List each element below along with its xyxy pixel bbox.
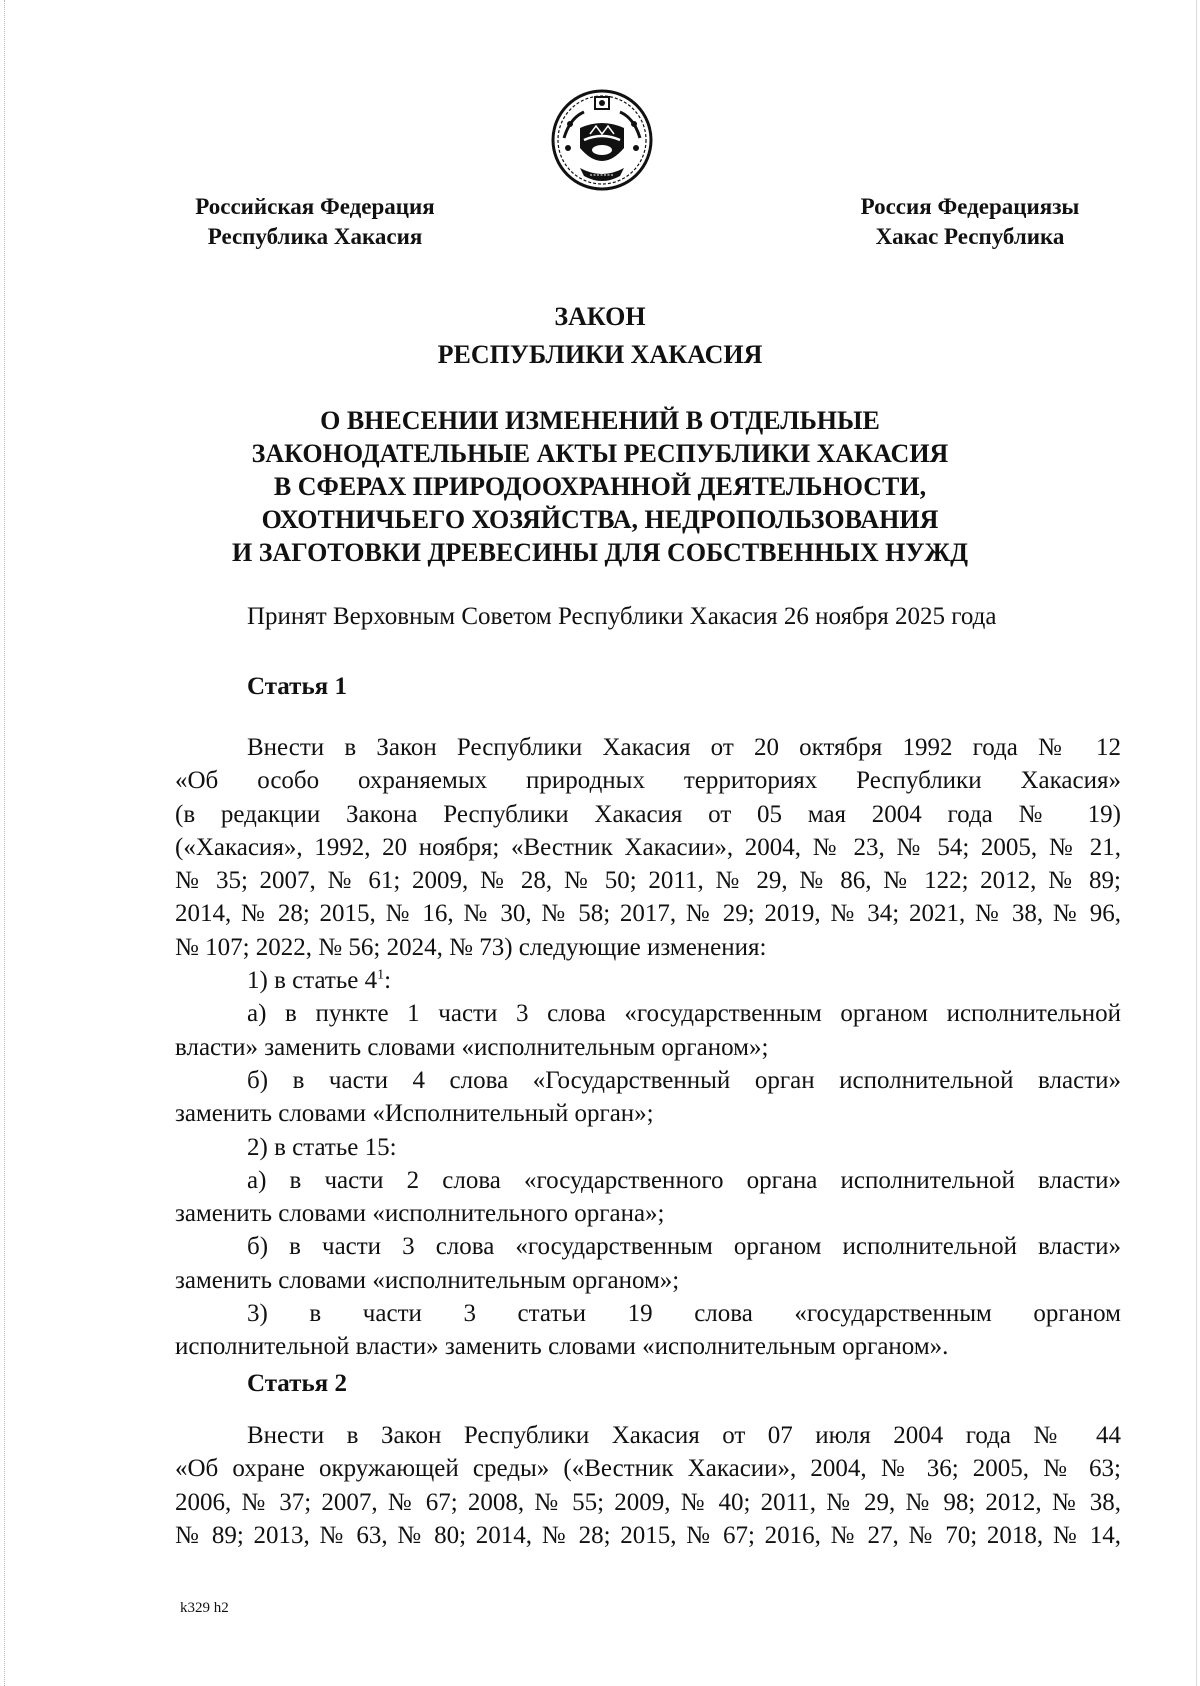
scan-edge-left [4, 0, 5, 1686]
paragraph-line: заменить словами «Исполнительный орган»; [175, 1100, 654, 1128]
paragraph-line: исполнительной власти» заменить словами «исполнительным органом». [175, 1333, 949, 1361]
article-1-body [175, 731, 1121, 1364]
paragraph-line-article-4-1 [175, 964, 1121, 997]
header-right-line2: Хакас Республика [875, 224, 1065, 249]
article-1-heading: Статья 1 [247, 673, 347, 700]
header-right-line1: Россия Федерациязы [860, 194, 1080, 219]
paragraph-line: 2014, № 28; 2015, № 16, № 30, № 58; 2017, № 29; 2019, № 34; 2021, № 38, № 96, [175, 900, 1121, 928]
article-ref-text: 1) в статье 4 [247, 967, 378, 995]
superscript-1: 1 [377, 967, 385, 983]
header-left-line1: Российская Федерация [195, 194, 435, 219]
law-subject-line: ЗАКОНОДАТЕЛЬНЫЕ АКТЫ РЕСПУБЛИКИ ХАКАСИЯ [251, 439, 949, 468]
adoption-statement: Принят Верховным Советом Республики Хакасия 26 ноября 2025 года [247, 603, 997, 630]
law-subject-line: И ЗАГОТОВКИ ДРЕВЕСИНЫ ДЛЯ СОБСТВЕННЫХ НУЖД [231, 538, 969, 567]
paragraph-line: № 107; 2022, № 56; 2024, № 73) следующие изменения: [175, 933, 767, 961]
law-title-line2: РЕСПУБЛИКИ ХАКАСИЯ [437, 340, 763, 369]
paragraph-line: (в редакции Закона Республики Хакасия от 05 мая 2004 года № 19) [175, 800, 1121, 828]
paragraph-line: № 35; 2007, № 61; 2009, № 28, № 50; 2011, № 29, № 86, № 122; 2012, № 89; [175, 867, 1121, 895]
footer-document-code: k329 h2 [180, 1600, 229, 1616]
law-subject-line: В СФЕРАХ ПРИРОДООХРАННОЙ ДЕЯТЕЛЬНОСТИ, [273, 472, 927, 501]
article-2-heading: Статья 2 [247, 1370, 347, 1397]
paragraph-line: «Об особо охраняемых природных территориях Республики Хакасия» [175, 767, 1121, 795]
law-subject-line: ОХОТНИЧЬЕГО ХОЗЯЙСТВА, НЕДРОПОЛЬЗОВАНИЯ [261, 505, 939, 534]
header-left-block [170, 192, 460, 252]
article-2-body [175, 1419, 1121, 1552]
law-title [0, 298, 1200, 374]
paragraph-line: заменить словами «исполнительным органом»; [175, 1266, 680, 1294]
paragraph-line: б) в части 4 слова «Государственный орган исполнительной власти» [247, 1066, 1121, 1094]
paragraph-line: а) в части 2 слова «государственного органа исполнительной власти» [247, 1166, 1121, 1194]
paragraph-line: власти» заменить словами «исполнительным органом»; [175, 1033, 769, 1061]
paragraph-line: № 89; 2013, № 63, № 80; 2014, № 28; 2015, № 67; 2016, № 27, № 70; 2018, № 14, [175, 1521, 1121, 1549]
paragraph-line: б) в части 3 слова «государственным органом исполнительной власти» [247, 1233, 1121, 1261]
paragraph-line: Внести в Закон Республики Хакасия от 07 июля 2004 года № 44 [247, 1422, 1121, 1449]
law-subject [0, 404, 1200, 569]
paragraph-line: («Хакасия», 1992, 20 ноября; «Вестник Хакасии», 2004, № 23, № 54; 2005, № 21, [175, 833, 1121, 861]
paragraph-line: 3) в части 3 статьи 19 слова «государственным органом [247, 1300, 1121, 1328]
header-right-block [845, 192, 1095, 252]
scan-edge-right [1196, 0, 1197, 1686]
header-left-line2: Республика Хакасия [207, 224, 423, 249]
paragraph-line: 2006, № 37; 2007, № 67; 2008, № 55; 2009, № 40; 2011, № 29, № 98; 2012, № 38, [175, 1488, 1121, 1516]
paragraph-line: заменить словами «исполнительного органа»; [175, 1200, 665, 1228]
law-title-line1: ЗАКОН [554, 302, 646, 331]
colon: : [384, 967, 392, 995]
law-subject-line: О ВНЕСЕНИИ ИЗМЕНЕНИЙ В ОТДЕЛЬНЫЕ [320, 406, 880, 435]
paragraph-line: «Об охране окружающей среды» («Вестник Хакасии», 2004, № 36; 2005, № 63; [175, 1455, 1121, 1483]
paragraph-line: Внести в Закон Республики Хакасия от 20 октября 1992 года № 12 [247, 734, 1121, 761]
khakassia-coat-of-arms-icon [550, 88, 654, 192]
paragraph-line: а) в пункте 1 части 3 слова «государственным органом исполнительной [247, 1000, 1121, 1028]
paragraph-line: 2) в статье 15: [247, 1133, 397, 1161]
